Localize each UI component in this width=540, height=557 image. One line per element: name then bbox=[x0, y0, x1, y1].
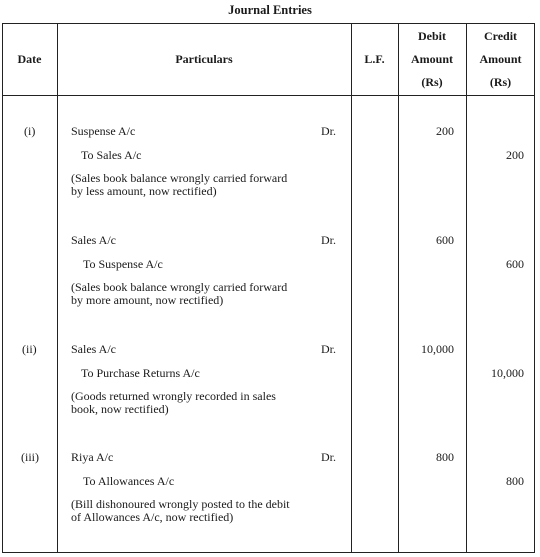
header-lf: L.F. bbox=[364, 51, 385, 66]
entry-dr-label: Dr. bbox=[321, 124, 336, 138]
entry-credit-account: To Sales A/c bbox=[81, 148, 142, 162]
entry-credit-amount: 800 bbox=[506, 474, 524, 488]
entry-debit-account: Sales A/c bbox=[71, 233, 116, 247]
entry-dr-label: Dr. bbox=[321, 450, 336, 464]
entry-credit-account: To Suspense A/c bbox=[83, 257, 163, 271]
entry-debit-account: Riya A/c bbox=[71, 450, 114, 464]
header-particulars: Particulars bbox=[175, 51, 233, 66]
column-divider-date bbox=[57, 23, 58, 553]
entry-date: (iii) bbox=[21, 450, 39, 464]
entry-credit-account: To Allowances A/c bbox=[83, 474, 175, 488]
entry-narration: (Sales book balance wrongly carried forward by less amount, now rectified) bbox=[71, 171, 288, 198]
entry-date: (i) bbox=[24, 124, 36, 138]
column-divider-particulars bbox=[351, 23, 352, 553]
entry-credit-amount: 10,000 bbox=[491, 366, 524, 380]
entry-debit-account: Suspense A/c bbox=[71, 124, 136, 138]
entry-debit-amount: 10,000 bbox=[421, 342, 454, 356]
header-divider bbox=[2, 95, 535, 96]
entry-credit-amount: 200 bbox=[506, 148, 524, 162]
entry-credit-account: To Purchase Returns A/c bbox=[81, 366, 200, 380]
entry-narration: (Sales book balance wrongly carried forward by more amount, now rectified) bbox=[71, 280, 288, 307]
header-credit-amount: Credit Amount (Rs) bbox=[479, 28, 522, 89]
entry-narration: (Goods returned wrongly recorded in sales book, now rectified) bbox=[71, 389, 276, 416]
entry-debit-amount: 600 bbox=[436, 233, 454, 247]
entry-debit-account: Sales A/c bbox=[71, 342, 116, 356]
header-debit-amount: Debit Amount (Rs) bbox=[410, 28, 453, 89]
column-divider-lf bbox=[398, 23, 399, 553]
table-title: Journal Entries bbox=[228, 3, 312, 17]
entry-credit-amount: 600 bbox=[506, 257, 524, 271]
header-date: Date bbox=[17, 51, 42, 66]
entry-narration: (Bill dishonoured wrongly posted to the debit of Allowances A/c, now rectified) bbox=[71, 497, 290, 524]
entry-date: (ii) bbox=[22, 342, 37, 356]
entry-dr-label: Dr. bbox=[321, 233, 336, 247]
entry-debit-amount: 800 bbox=[436, 450, 454, 464]
entry-dr-label: Dr. bbox=[321, 342, 336, 356]
entry-debit-amount: 200 bbox=[436, 124, 454, 138]
